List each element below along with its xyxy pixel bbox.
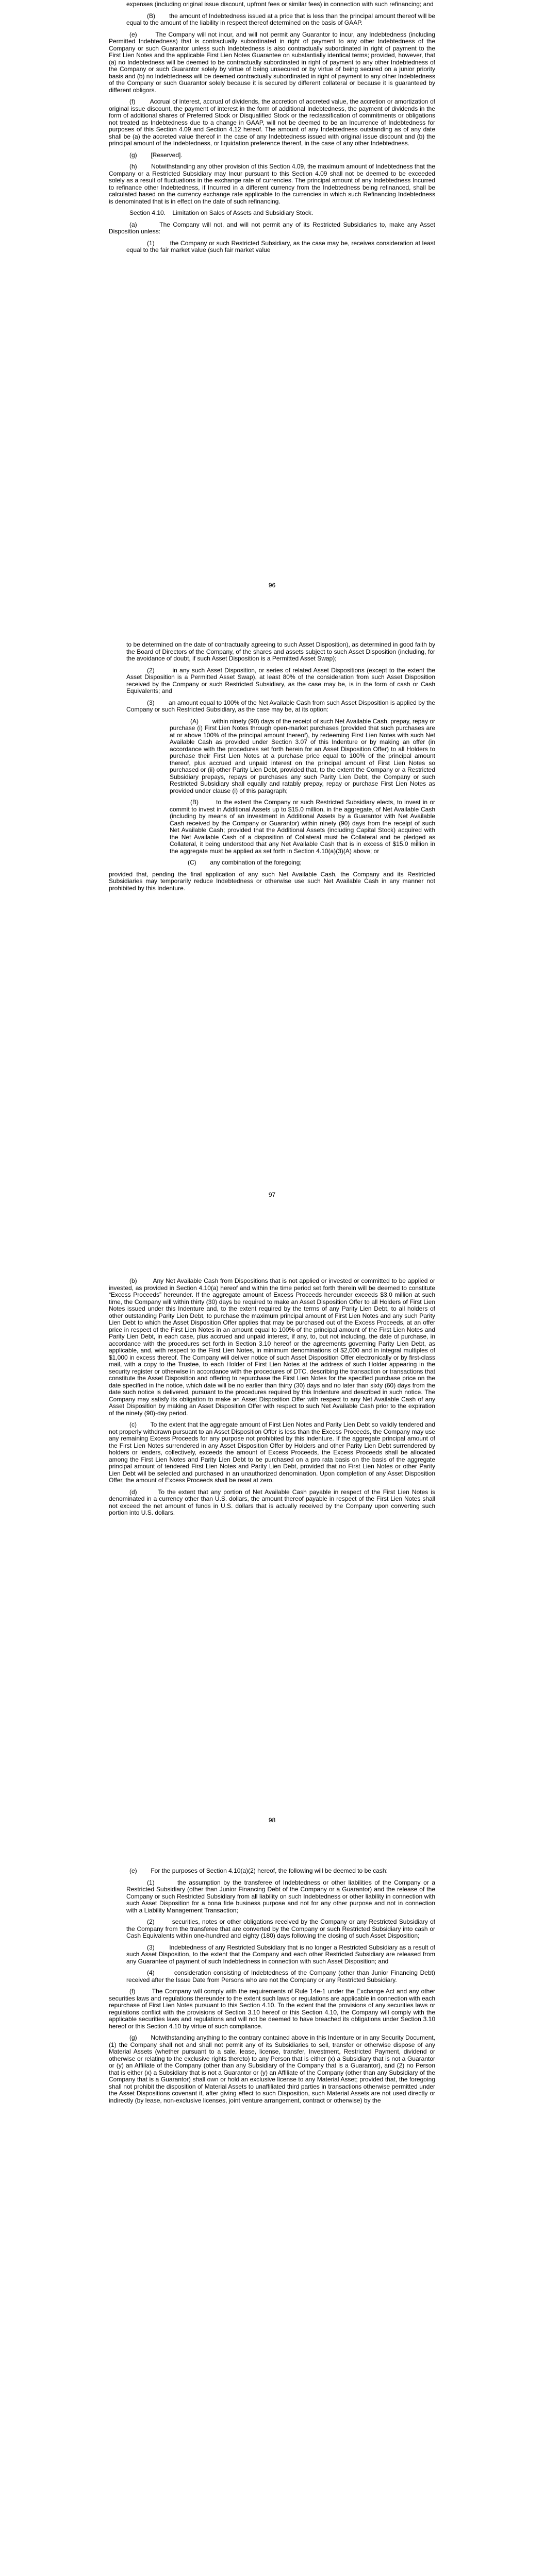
paragraph: (a) The Company will not, and will not permit any of its Restricted Subsidiaries to, make any Asset Disposition unless: [109, 221, 435, 235]
paragraph: (d) To the extent that any portion of Net Available Cash payable in respect of the First Lien Notes is denominated in a currency other than U.S. dollars, the amount thereof payable in respect of the First Lien Notes shall not exceed the net amount of funds in U.S. dollars that is actually received by the Company upon converting such portion into U.S. dollars. [109, 1488, 435, 1516]
paragraph: (A) within ninety (90) days of the receipt of such Net Available Cash, prepay, repay or purchase (i) First Lien Notes through open-market purchases (provided that such purchases are at or above 100% of the principal amount thereof), by redeeming First Lien Notes with such Net Available Cash as provided under Section 3.07 of this Indenture or by making an offer (in accordance with the procedures set forth herein for an Asset Disposition Offer) to all Holders to purchase their First Lien Notes at a purchase price equal to 100% of the principal amount thereof, plus accrued and unpaid interest on the principal amount of First Lien Notes so purchased or (ii) other Parity Lien Debt, provided that, to the extent the Company or a Restricted Subsidiary prepays, repays or purchases any such Parity Lien Debt, the Company or such Restricted Subsidiary shall equally and ratably prepay, repay or purchase First Lien Notes as provided under clause (i) of this paragraph; [170, 717, 435, 794]
paragraph: (h) Notwithstanding any other provision of this Section 4.09, the maximum amount of Indebtedness that the Company or a Restricted Subsidiary may Incur pursuant to this Section 4.09 shall not be deemed to be exceeded solely as a result of fluctuations in the exchange rate of currencies. The principal amount of any Indebtedness Incurred to refinance other Indebtedness, if Incurred in a different currency from the Indebtedness being refinanced, shall be calculated based on the currency exchange rate applicable to the currencies in which such Refinancing Indebtedness is denominated that is in effect on the date of such refinancing. [109, 163, 435, 205]
page-97 [0, 600, 544, 1242]
paragraph: (2) securities, notes or other obligations received by the Company or any Restricted Subsidiary of the Company from the transferee that are converted by the Company or such Restricted Subsidiary into cash or Cash Equivalents within one-hundred and eighty (180) days following the closing of such Asset Disposition; [126, 1918, 435, 1939]
paragraph: (3) Indebtedness of any Restricted Subsidiary that is no longer a Restricted Subsidiary as a result of such Asset Disposition, to the extent that the Company and each other Restricted Subsidiary are released from any Guarantee of payment of such Indebtedness in connection with such Asset Disposition; and [126, 1943, 435, 1965]
section-heading: Section 4.10. Limitation on Sales of Assets and Subsidiary Stock. [129, 209, 314, 216]
paragraph: (4) consideration consisting of Indebtedness of the Company (other than Junior Financing Debt) received after the Issue Date from Persons who are not the Company or any Restricted Subsidiary. [126, 1969, 435, 1984]
paragraph: (1) the assumption by the transferee of Indebtedness or other liabilities of the Company or a Restricted Subsidiary (other than Junior Financing Debt of the Company or a Guarantor) and the release of the Company or such Restricted Subsidiary from all liability on such Indebtedness or other liability in connection with such Asset Disposition for a bona fide business purpose and not for any other purpose and not in connection with a Liability Management Transaction; [126, 1878, 435, 1914]
page-number: 97 [268, 1191, 276, 1198]
paragraph: (f) The Company will comply with the requirements of Rule 14e-1 under the Exchange Act and any other securities laws and regulations thereunder to the extent such laws or regulations are applicable in connection with each repurchase of First Lien Notes pursuant to this Section 4.10. To the extent that the provisions of any securities laws or regulations conflict with the provisions of Section 3.10 hereof or this Section 4.10, the Company will comply with the applicable securities laws and regulations and will not be deemed to have breached its obligations under Section 3.10 hereof or this Section 4.10 by virtue of such compliance. [109, 1988, 435, 2030]
page-number: 98 [268, 1817, 276, 1824]
page-99 [0, 1868, 544, 2576]
paragraph: provided that, pending the final application of any such Net Available Cash, the Company and its Restricted Subsidiaries may temporarily reduce Indebtedness or otherwise use such Net Available Cash in any manner not prohibited by this Indenture. [109, 870, 435, 892]
paragraph: (B) the amount of Indebtedness issued at a price that is less than the principal amount thereof will be equal to the amount of the liability in respect thereof determined on the basis of GAAP. [126, 12, 435, 26]
paragraph: (c) To the extent that the aggregate amount of First Lien Notes and Parity Lien Debt so validly tendered and not properly withdrawn pursuant to an Asset Disposition Offer is less than the Excess Proceeds, the Company may use any remaining Excess Proceeds for any purpose not prohibited by this Indenture. If the aggregate principal amount of the First Lien Notes surrendered in any Asset Disposition Offer by Holders and other Parity Lien Debt surrendered by holders or lenders, collectively, exceeds the amount of Excess Proceeds, the Excess Proceeds shall be allocated among the First Lien Notes and Parity Lien Debt to be purchased on a pro rata basis on the basis of the aggregate principal amount of tendered First Lien Notes and Parity Lien Debt, provided that no First Lien Notes or other Parity Lien Debt will be selected and purchased in an unauthorized denomination. Upon completion of any Asset Disposition Offer, the amount of Excess Proceeds shall be reset at zero. [109, 1421, 436, 1484]
page-96 [0, 0, 544, 600]
paragraph: (e) The Company will not incur, and will not permit any Guarantor to incur, any Indebtedness (including Permitted Indebtedness) that is contractually subordinated in right of payment to any other Indebtedness of the Company or such Guarantor unless such Indebtedness is also contractually subordinated in right of payment to the First Lien Notes and the applicable First Lien Notes Guarantee on substantially identical terms; provided, however, that (a) no Indebtedness will be deemed to be contractually subordinated in right of payment to any other Indebtedness of the Company or such Guarantor solely by virtue of being unsecured or by virtue of being secured on a junior priority basis and (b) no Indebtedness will be deemed contractually subordinated in right of payment to any other Indebtedness of the Company or such Guarantor solely because it is secured by different collateral or because it is guaranteed by different obligors. [109, 30, 435, 94]
paragraph: (f) Accrual of interest, accrual of dividends, the accretion of accreted value, the accretion or amortization of original issue discount, the payment of interest in the form of additional Indebtedness, the payment of dividends in the form of additional shares of Preferred Stock or Disqualified Stock or the reclassification of commitments or obligations not treated as Indebtedness due to a change in GAAP, will not be deemed to be an Incurrence of Indebtedness for purposes of this Section 4.09 and Section 4.12 hereof. The amount of any Indebtedness outstanding as of any date shall be (a) the accreted value thereof in the case of any Indebtedness issued with original issue discount and (b) the principal amount of the Indebtedness, or liquidation preference thereof, in the case of any other Indebtedness. [109, 98, 435, 147]
paragraph: (g) [Reserved]. [129, 151, 183, 159]
paragraph: (3) an amount equal to 100% of the Net Available Cash from such Asset Disposition is applied by the Company or such Restricted Subsidiary, as the case may be, at its option: [126, 699, 435, 713]
paragraph: (b) Any Net Available Cash from Dispositions that is not applied or invested or committed to be applied or invested, as provided in Section 4.10(a) hereof and within the time period set forth therein will be deemed to constitute “Excess Proceeds” hereunder. If the aggregate amount of Excess Proceeds hereunder exceeds $3.0 million at such time, the Company will within thirty (30) days be required to make an Asset Disposition Offer to all Holders of First Lien Notes issued under this Indenture and, to the extent required by the terms of any Parity Lien Debt, to all holders of other outstanding Parity Lien Debt, to purchase the maximum principal amount of First Lien Notes and any such Parity Lien Debt to which the Asset Disposition Offer applies that may be purchased out of the Excess Proceeds, at an offer price in respect of the First Lien Notes in an amount equal to 100% of the principal amount of the First Lien Notes and Parity Lien Debt, in each case, plus accrued and unpaid interest, if any, to, but not including, the date of purchase, in accordance with the procedures set forth in Section 3.10 hereof or the agreements governing Parity Lien Debt, as applicable, and, with respect to the First Lien Notes, in minimum denominations of $2,000 and in integral multiples of $1,000 in excess thereof. The Company will deliver notice of such Asset Disposition Offer electronically or by first-class mail, with a copy to the Trustee, to each Holder of First Lien Notes at the address of such Holder appearing in the security register or otherwise in accordance with the procedures of DTC, describing the transaction or transactions that constitute the Asset Disposition and offering to repurchase the First Lien Notes for the specified purchase price on the date specified in the notice, which date will be no earlier than thirty (30) days and no later than sixty (60) days from the date such notice is delivered, pursuant to the procedures required by this Indenture and described in such notice. The Company may satisfy its obligation to make an Asset Disposition Offer with respect to any Net Available Cash of any Asset Disposition by making an Asset Disposition Offer with respect to such Net Available Cash prior to the expiration of the ninety (90)-day period. [109, 1277, 435, 1417]
paragraph: (B) to the extent the Company or such Restricted Subsidiary elects, to invest in or commit to invest in Additional Assets up to $15.0 million, in the aggregate, of Net Available Cash (including by means of an investment in Additional Assets by a Guarantor with Net Available Cash received by the Company or Guarantor) within ninety (90) days from the receipt of such Net Available Cash; provided that the Additional Assets (including Capital Stock) acquired with the Net Available Cash of a disposition of Collateral must be Collateral and be pledged as Collateral, it being understood that any Net Available Cash that is in excess of $15.0 million in the aggregate must be applied as set forth in Section 4.10(a)(3)(A) above; or [170, 799, 435, 855]
paragraph: (e) For the purposes of Section 4.10(a)(2) hereof, the following will be deemed to be cash: [129, 1867, 388, 1874]
paragraph: (C) any combination of the foregoing; [188, 859, 302, 866]
paragraph: to be determined on the date of contractually agreeing to such Asset Disposition), as determined in good faith by the Board of Directors of the Company, of the shares and assets subject to such Asset Disposition (including, for the avoidance of doubt, if such Asset Disposition is a Permitted Asset Swap); [126, 641, 435, 662]
page-98 [0, 1242, 544, 1868]
paragraph: (1) the Company or such Restricted Subsidiary, as the case may be, receives consideration at least equal to the fair market value (such fair market value [126, 239, 435, 253]
page-number: 96 [268, 582, 276, 589]
paragraph: (g) Notwithstanding anything to the contrary contained above in this Indenture or in any Security Document, (1) the Company shall not and shall not permit any of its Subsidiaries to sell, transfer or otherwise dispose of any Material Assets (whether pursuant to a sale, lease, license, transfer, Investment, Restricted Payment, dividend or otherwise or relating to the exclusive rights thereto) to any Person that is either (x) a Subsidiary that is not a Guarantor or (y) an Affiliate of the Company (other than any Subsidiary of the Company that is a Guarantor), and (2) no Person that is either (x) a Subsidiary that is not a Guarantor or (y) an Affiliate of the Company (other than any Subsidiary of the Company that is a Guarantor) shall own or hold an exclusive license to any Material Asset; provided that, the foregoing shall not prohibit the disposition of Material Assets to unaffiliated third parties in transactions otherwise permitted under the Asset Dispositions covenant if, after giving effect to such Disposition, such Material Assets are not used directly or indirectly (by lease, non-exclusive licenses, joint venture arrangement, contract or otherwise) by the [109, 2034, 435, 2104]
paragraph: expenses (including original issue discount, upfront fees or similar fees) in connection with such refinancing; and [126, 1, 434, 8]
paragraph: (2) in any such Asset Disposition, or series of related Asset Dispositions (except to the extent the Asset Disposition is a Permitted Asset Swap), at least 80% of the consideration from such Asset Disposition received by the Company or such Restricted Subsidiary, as the case may be, is in the form of cash or Cash Equivalents; and [126, 666, 435, 694]
